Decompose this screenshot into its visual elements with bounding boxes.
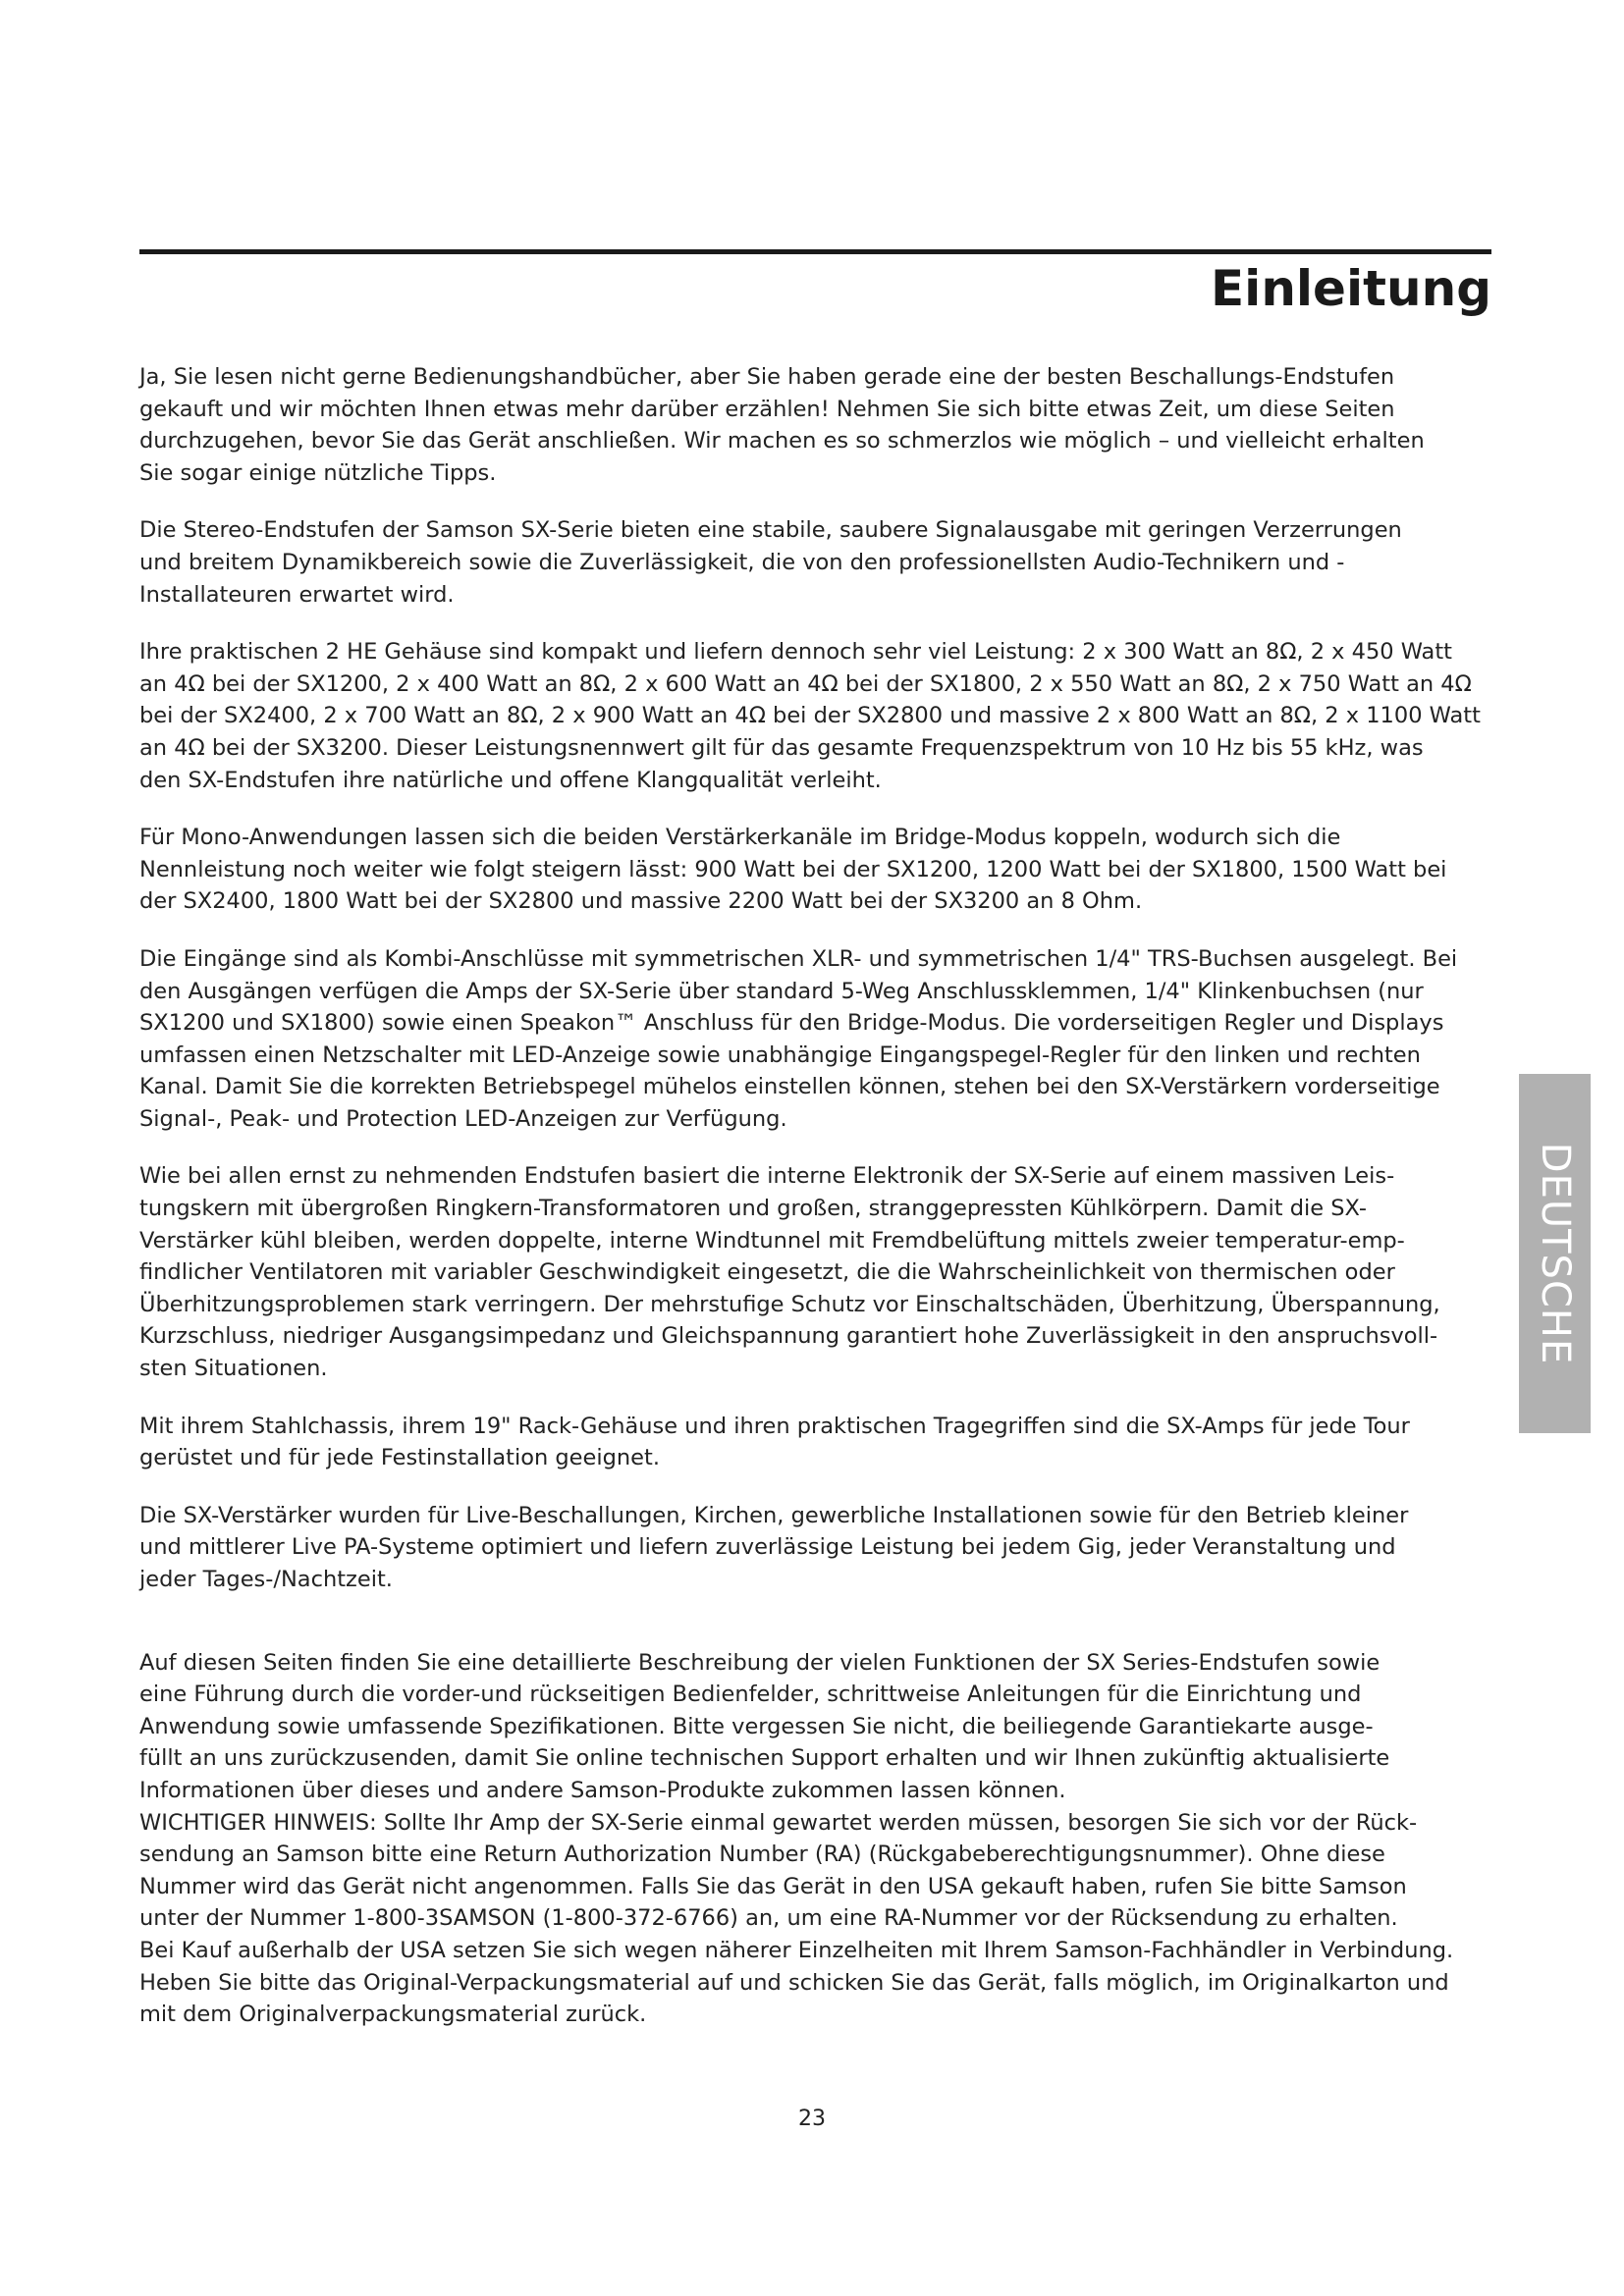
paragraph-applications: Die SX-Verstärker wurden für Live-Beschallungen, Kirchen, gewerbliche Installationen sowie für den Betrieb kleiner und mittlerer Live PA-Systeme optimiert und liefern zuverlässige Leistung bei jedem Gig, jeder Veranstaltung und jeder Tages-/Nachtzeit. bbox=[139, 1502, 1409, 1592]
paragraph-bridge-mode: Für Mono-Anwendungen lassen sich die beiden Verstärkerkanäle im Bridge-Modus koppeln, wodurch sich die Nennleistung noch weiter wie folgt steigern lässt: 900 Watt bei der SX1200, 1200 Watt bei der SX1800, 1500 Watt bei der SX2400, 1800 Watt bei der SX2800 und massive 2200 Watt bei der SX3200 an 8 Ohm. bbox=[139, 825, 1447, 915]
paragraph-connections: Die Eingänge sind als Kombi-Anschlüsse mit symmetrischen XLR- und symmetrischen 1/4" TRS-Buchsen ausgelegt. Bei den Ausgängen verfügen die Amps der SX-Serie über standard 5-Weg Anschlussklemmen, 1/4" Klinkenbuchsen (nur SX1200 und SX1800) sowie einen Speakon™ Anschluss für den Bridge-Modus. Die vorderseitigen Regler und Displays umfassen einen Netzschalter mit LED-Anzeige sowie unabhängige Eingangspegel-Regler für den linken und rechten Kanal. Damit Sie die korrekten Betriebspegel mühelos einstellen können, stehen bei den SX-Verstärkern vorderseitige Signal-, Peak- und Protection LED-Anzeigen zur Verfügung. bbox=[139, 945, 1458, 1132]
page-title: Einleitung bbox=[1211, 260, 1491, 317]
paragraph-outside-usa: Bei Kauf außerhalb der USA setzen Sie sich wegen näherer Einzelheiten mit Ihrem Samson-Fachhändler in Verbindung. Heben Sie bitte das Original-Verpackungsmaterial auf und schicken Sie das Gerät, falls möglich, im Originalkarton und mit dem Originalverpackungsmaterial zurück. bbox=[139, 1937, 1454, 2028]
page-number: 23 bbox=[798, 2107, 826, 2131]
paragraph-intro: Ja, Sie lesen nicht gerne Bedienungshandbücher, aber Sie haben gerade eine der besten Beschallungs-Endstufen gekauft und wir möchten Ihnen etwas mehr darüber erzählen! Nehmen Sie sich bitte etwas Zeit, um diese Seiten durchzugehen, bevor Sie das Gerät anschließen. Wir machen es so schmerzlos wie möglich – und vielleicht erhalten Sie sogar einige nützliche Tipps. bbox=[139, 364, 1425, 486]
body-text bbox=[139, 361, 1506, 2031]
paragraph-electronics: Wie bei allen ernst zu nehmenden Endstufen basiert die interne Elektronik der SX-Serie auf einem massiven Leis- tungskern mit übergroßen Ringkern-Transformatoren und großen, stranggepressten Kühlkörpern. Damit die SX- Verstärker kühl bleiben, werden doppelte, interne Windtunnel mit Fremdbelüftung mittels zweier temperatur-emp- findlicher Ventilatoren mit variabler Geschwindigkeit eingesetzt, die die Wahrscheinlichkeit von thermischen oder Überhitzungsproblemen stark verringern. Der mehrstufige Schutz vor Einschaltschäden, Überhitzung, Überspannung, Kurzschluss, niedriger Ausgangsimpedanz und Gleichspannung garantiert hohe Zuverlässigkeit in den anspruchsvoll- sten Situationen. bbox=[139, 1163, 1440, 1382]
paragraph-power-ratings: Ihre praktischen 2 HE Gehäuse sind kompakt und liefern dennoch sehr viel Leistung: 2 x 300 Watt an 8Ω, 2 x 450 Watt an 4Ω bei der SX1200, 2 x 400 Watt an 8Ω, 2 x 600 Watt an 4Ω bei der SX1800, 2 x 550 Watt an 8Ω, 2 x 750 Watt an 4Ω bei der SX2400, 2 x 700 Watt an 8Ω, 2 x 900 Watt an 4Ω bei der SX2800 und massive 2 x 800 Watt an 8Ω, 2 x 1100 Watt an 4Ω bei der SX3200. Dieser Leistungsnennwert gilt für das gesamte Frequenzspektrum von 10 Hz bis 55 kHz, was den SX-Endstufen ihre natürliche und offene Klangqualität verleiht. bbox=[139, 639, 1481, 793]
paragraph-chassis: Mit ihrem Stahlchassis, ihrem 19" Rack-Gehäuse und ihren praktischen Tragegriffen sind die SX-Amps für jede Tour gerüstet und für jede Festinstallation geeignet. bbox=[139, 1413, 1410, 1471]
language-tab bbox=[1519, 1074, 1591, 1433]
paragraph-overview: Die Stereo-Endstufen der Samson SX-Serie bieten eine stabile, saubere Signalausgabe mit geringen Verzerrungen und breitem Dynamikbereich sowie die Zuverlässigkeit, die von den professionellsten Audio-Technikern und - Installateuren erwartet wird. bbox=[139, 517, 1402, 608]
paragraph-service-notice: WICHTIGER HINWEIS: Sollte Ihr Amp der SX-Serie einmal gewartet werden müssen, besorgen Sie sich vor der Rück- sendung an Samson bitte eine Return Authorization Number (RA) (Rückgabeberechtigungsnummer). Ohne diese Nummer wird das Gerät nicht angenommen. Falls Sie das Gerät in den USA gekauft haben, rufen Sie bitte Samson unter der Nummer 1-800-3SAMSON (1-800-372-6766) an, um eine RA-Nummer vor der Rücksendung zu erhalten. bbox=[139, 1809, 1418, 1932]
paragraph-manual-contents: Auf diesen Seiten finden Sie eine detaillierte Beschreibung der vielen Funktionen der SX Series-Endstufen sowie eine Führung durch die vorder-und rückseitigen Bedienfelder, schrittweise Anleitungen für die Einrichtung und Anwendung sowie umfassende Spezifikationen. Bitte vergessen Sie nicht, die beiliegende Garantiekarte ausge- füllt an uns zurückzusenden, damit Sie online technischen Support erhalten und wir Ihnen zukünftig aktualisierte Informationen über dieses und andere Samson-Produkte zukommen lassen können. bbox=[139, 1649, 1390, 1803]
header-rule bbox=[139, 249, 1491, 254]
language-tab-label: DEUTSCHE bbox=[1532, 1142, 1578, 1365]
